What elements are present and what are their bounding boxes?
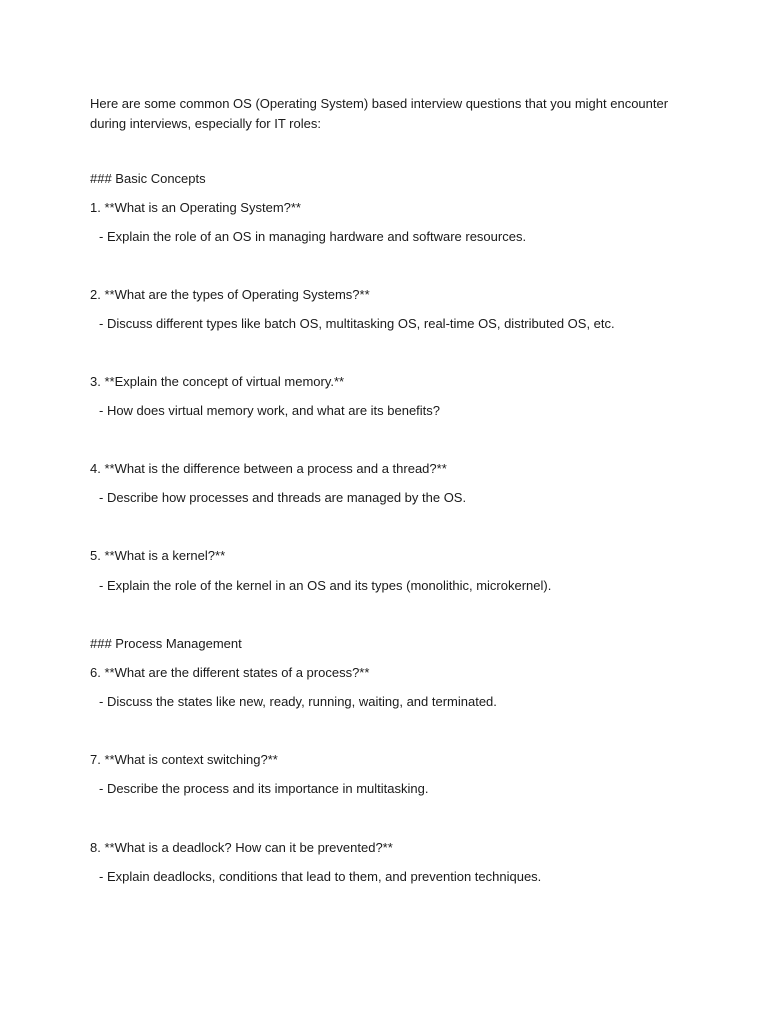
question-7-detail: - Describe the process and its importance in multitasking. xyxy=(99,781,429,796)
intro-paragraph: Here are some common OS (Operating System) based interview questions that you might encounter during interviews, especially for IT roles: xyxy=(90,96,669,131)
question-2: 2. **What are the types of Operating Systems?** xyxy=(90,287,370,302)
section-heading-process-management: ### Process Management xyxy=(90,636,242,651)
question-3: 3. **Explain the concept of virtual memory.** xyxy=(90,374,345,389)
question-8-detail: - Explain deadlocks, conditions that lead to them, and prevention techniques. xyxy=(99,869,542,884)
question-5: 5. **What is a kernel?** xyxy=(90,548,226,563)
question-1: 1. **What is an Operating System?** xyxy=(90,200,301,215)
question-4-detail: - Describe how processes and threads are managed by the OS. xyxy=(99,490,467,505)
question-2-detail: - Discuss different types like batch OS, multitasking OS, real-time OS, distributed OS, etc. xyxy=(99,316,615,331)
question-1-detail: - Explain the role of an OS in managing hardware and software resources. xyxy=(99,229,527,244)
question-6: 6. **What are the different states of a process?** xyxy=(90,665,370,680)
question-8: 8. **What is a deadlock? How can it be prevented?** xyxy=(90,840,393,855)
question-4: 4. **What is the difference between a process and a thread?** xyxy=(90,461,447,476)
question-6-detail: - Discuss the states like new, ready, running, waiting, and terminated. xyxy=(99,694,497,709)
question-5-detail: - Explain the role of the kernel in an OS and its types (monolithic, microkernel). xyxy=(99,578,552,593)
section-heading-basic-concepts: ### Basic Concepts xyxy=(90,171,206,186)
question-7: 7. **What is context switching?** xyxy=(90,752,278,767)
question-3-detail: - How does virtual memory work, and what are its benefits? xyxy=(99,403,441,418)
